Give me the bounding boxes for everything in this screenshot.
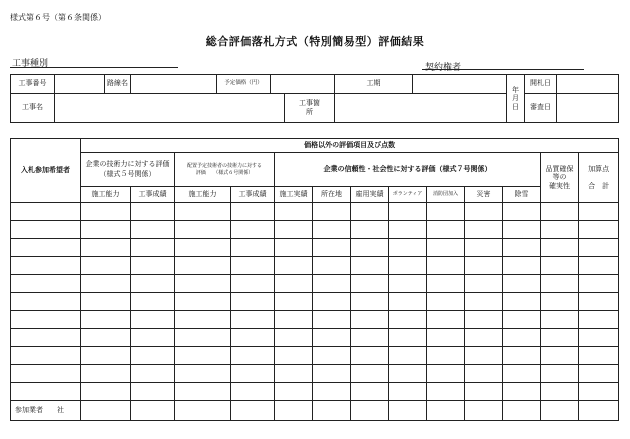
score-cell[interactable] — [541, 311, 579, 329]
engineer-capability-line2: 評価 （様式６号関係） — [195, 169, 254, 176]
score-cell[interactable] — [275, 293, 313, 311]
score-cell[interactable] — [351, 275, 389, 293]
score-cell[interactable] — [389, 329, 427, 347]
score-cell[interactable] — [275, 383, 313, 401]
footer-cell[interactable] — [541, 401, 579, 421]
score-cell[interactable] — [503, 383, 541, 401]
score-cell[interactable] — [541, 347, 579, 365]
score-cell[interactable] — [465, 293, 503, 311]
score-cell[interactable] — [579, 221, 619, 239]
score-cell[interactable] — [131, 221, 175, 239]
review-date-cell[interactable] — [557, 94, 619, 123]
score-cell[interactable] — [541, 383, 579, 401]
score-cell[interactable] — [131, 311, 175, 329]
table-row — [11, 383, 619, 401]
score-cell[interactable] — [503, 329, 541, 347]
score-cell[interactable] — [389, 221, 427, 239]
period-cell[interactable] — [413, 75, 507, 94]
score-cell[interactable] — [427, 365, 465, 383]
col-work-results: 工事成績 — [131, 187, 175, 203]
table-row — [11, 239, 619, 257]
score-cell[interactable] — [389, 239, 427, 257]
score-cell[interactable] — [131, 347, 175, 365]
score-cell[interactable] — [541, 221, 579, 239]
score-cell[interactable] — [541, 365, 579, 383]
engineer-capability-line1: 配置予定技術者の技術力に対する — [186, 162, 262, 169]
estimate-label: 予定価格（円） — [217, 75, 271, 94]
estimate-cell[interactable] — [271, 75, 335, 94]
score-cell[interactable] — [351, 347, 389, 365]
score-cell[interactable] — [231, 293, 275, 311]
score-cell[interactable] — [503, 221, 541, 239]
score-cell[interactable] — [427, 383, 465, 401]
col-snow: 除雪 — [503, 187, 541, 203]
location-cell[interactable] — [335, 94, 507, 123]
score-cell[interactable] — [579, 329, 619, 347]
score-cell[interactable] — [465, 221, 503, 239]
bidder-cell[interactable] — [11, 257, 81, 275]
score-cell[interactable] — [351, 293, 389, 311]
score-cell[interactable] — [81, 275, 131, 293]
engineer-capability-header — [175, 153, 275, 187]
score-cell[interactable] — [351, 221, 389, 239]
score-cell[interactable] — [503, 203, 541, 221]
table-row — [11, 203, 619, 221]
score-cell[interactable] — [175, 275, 231, 293]
footer-cell[interactable] — [389, 401, 427, 421]
score-cell[interactable] — [175, 347, 231, 365]
score-cell[interactable] — [231, 347, 275, 365]
score-cell[interactable] — [541, 257, 579, 275]
score-cell[interactable] — [231, 275, 275, 293]
score-cell[interactable] — [503, 275, 541, 293]
bidder-cell[interactable] — [11, 221, 81, 239]
score-cell[interactable] — [275, 329, 313, 347]
score-cell[interactable] — [465, 365, 503, 383]
bidder-cell[interactable] — [11, 311, 81, 329]
tech-capability-line2: （様式５号関係） — [99, 169, 156, 178]
score-cell[interactable] — [231, 221, 275, 239]
score-cell[interactable] — [579, 275, 619, 293]
score-cell[interactable] — [351, 383, 389, 401]
score-cell[interactable] — [541, 203, 579, 221]
score-cell[interactable] — [503, 239, 541, 257]
bidder-cell[interactable] — [11, 365, 81, 383]
table-row — [11, 365, 619, 383]
score-cell[interactable] — [131, 275, 175, 293]
score-cell[interactable] — [389, 275, 427, 293]
score-cell[interactable] — [175, 383, 231, 401]
score-cell[interactable] — [465, 311, 503, 329]
score-cell[interactable] — [427, 293, 465, 311]
score-cell[interactable] — [465, 347, 503, 365]
score-cell[interactable] — [81, 221, 131, 239]
score-cell[interactable] — [427, 203, 465, 221]
score-cell[interactable] — [389, 203, 427, 221]
score-cell[interactable] — [503, 311, 541, 329]
ymd-day: 日 — [512, 102, 519, 111]
score-cell[interactable] — [275, 203, 313, 221]
score-cell[interactable] — [351, 329, 389, 347]
score-cell[interactable] — [465, 329, 503, 347]
score-cell[interactable] — [313, 347, 351, 365]
score-cell[interactable] — [351, 239, 389, 257]
score-cell[interactable] — [175, 221, 231, 239]
footer-cell[interactable] — [175, 401, 231, 421]
table-row — [11, 221, 619, 239]
quality-line1: 品質確保 — [545, 165, 574, 174]
location-label — [285, 94, 335, 123]
score-cell[interactable] — [275, 365, 313, 383]
score-cell[interactable] — [427, 239, 465, 257]
score-cell[interactable] — [541, 329, 579, 347]
score-cell[interactable] — [427, 257, 465, 275]
quality-header — [541, 153, 579, 203]
score-cell[interactable] — [81, 293, 131, 311]
work-no-label: 工事番号 — [11, 75, 55, 94]
score-cell[interactable] — [275, 257, 313, 275]
participants-footer: 参加業者 社 — [11, 401, 81, 421]
score-cell[interactable] — [503, 365, 541, 383]
score-cell[interactable] — [427, 347, 465, 365]
score-cell[interactable] — [231, 203, 275, 221]
score-cell[interactable] — [81, 347, 131, 365]
score-cell[interactable] — [313, 365, 351, 383]
col-construct-ability: 施工能力 — [81, 187, 131, 203]
score-cell[interactable] — [389, 365, 427, 383]
ymd-year: 年 — [512, 86, 519, 95]
contractor-label: 契約権者 — [425, 63, 462, 73]
score-cell[interactable] — [131, 257, 175, 275]
ymd-month: 月 — [512, 94, 519, 103]
score-cell[interactable] — [175, 293, 231, 311]
work-no-cell[interactable] — [55, 75, 105, 94]
score-cell[interactable] — [81, 239, 131, 257]
score-cell[interactable] — [231, 239, 275, 257]
score-cell[interactable] — [313, 257, 351, 275]
score-cell[interactable] — [465, 239, 503, 257]
score-cell[interactable] — [579, 383, 619, 401]
col-construct-ability-2: 施工能力 — [175, 187, 231, 203]
score-cell[interactable] — [351, 203, 389, 221]
score-cell[interactable] — [503, 293, 541, 311]
col-construct-record: 施工実績 — [275, 187, 313, 203]
quality-line3: 確実性 — [549, 181, 570, 190]
contractor-line[interactable] — [422, 69, 584, 70]
score-cell[interactable] — [275, 275, 313, 293]
score-cell[interactable] — [231, 257, 275, 275]
score-cell[interactable] — [275, 239, 313, 257]
table-row — [11, 257, 619, 275]
added-points-header — [579, 153, 619, 203]
score-cell[interactable] — [389, 383, 427, 401]
form-number: 様式第６号（第６条関係） — [10, 13, 106, 22]
score-cell[interactable] — [313, 275, 351, 293]
footer-cell[interactable] — [313, 401, 351, 421]
footer-cell[interactable] — [275, 401, 313, 421]
non-price-items-header: 価格以外の評価項目及び点数 — [81, 139, 619, 153]
location-label-2: 所 — [306, 108, 313, 116]
score-cell[interactable] — [427, 329, 465, 347]
bidder-cell[interactable] — [11, 275, 81, 293]
footer-cell[interactable] — [131, 401, 175, 421]
reliability-header: 企業の信頼性・社会性に対する評価（様式７号関係） — [275, 153, 541, 187]
score-cell[interactable] — [313, 239, 351, 257]
score-cell[interactable] — [503, 257, 541, 275]
score-cell[interactable] — [131, 329, 175, 347]
score-cell[interactable] — [313, 203, 351, 221]
score-cell[interactable] — [351, 311, 389, 329]
score-cell[interactable] — [579, 257, 619, 275]
bidder-cell[interactable] — [11, 203, 81, 221]
score-cell[interactable] — [81, 311, 131, 329]
bidder-cell[interactable] — [11, 239, 81, 257]
score-cell[interactable] — [351, 365, 389, 383]
score-cell[interactable] — [81, 383, 131, 401]
score-cell[interactable] — [579, 203, 619, 221]
work-kind-label: 工事種別 — [12, 59, 49, 69]
score-cell[interactable] — [313, 329, 351, 347]
score-cell[interactable] — [81, 257, 131, 275]
score-cell[interactable] — [579, 365, 619, 383]
work-name-cell[interactable] — [55, 94, 285, 123]
score-cell[interactable] — [131, 383, 175, 401]
tech-capability-line1: 企業の技術力に対する評価 — [85, 160, 170, 169]
score-cell[interactable] — [313, 293, 351, 311]
bidder-cell[interactable] — [11, 347, 81, 365]
location-label-1: 工事箇 — [299, 98, 320, 107]
score-cell[interactable] — [313, 221, 351, 239]
opening-date-label: 開札日 — [525, 75, 557, 94]
footer-cell[interactable] — [465, 401, 503, 421]
score-cell[interactable] — [175, 239, 231, 257]
score-cell[interactable] — [131, 293, 175, 311]
score-cell[interactable] — [579, 311, 619, 329]
score-cell[interactable] — [81, 329, 131, 347]
score-cell[interactable] — [81, 203, 131, 221]
added-line2: 合 計 — [588, 181, 610, 190]
footer-cell[interactable] — [81, 401, 131, 421]
table-row — [11, 293, 619, 311]
score-cell[interactable] — [175, 257, 231, 275]
score-cell[interactable] — [275, 221, 313, 239]
tech-capability-header — [81, 153, 175, 187]
bidder-cell[interactable] — [11, 293, 81, 311]
col-work-results-2: 工事成績 — [231, 187, 275, 203]
score-cell[interactable] — [465, 203, 503, 221]
footer-cell[interactable] — [231, 401, 275, 421]
review-date-label: 審査日 — [525, 94, 557, 123]
score-cell[interactable] — [175, 329, 231, 347]
score-cell[interactable] — [465, 257, 503, 275]
score-cell[interactable] — [465, 275, 503, 293]
work-name-label: 工事名 — [11, 94, 55, 123]
bidder-cell[interactable] — [11, 329, 81, 347]
bidder-header: 入札参加希望者 — [11, 139, 81, 203]
score-cell[interactable] — [465, 383, 503, 401]
score-cell[interactable] — [427, 275, 465, 293]
quality-line2: 等の — [552, 173, 567, 182]
score-cell[interactable] — [579, 347, 619, 365]
score-cell[interactable] — [389, 347, 427, 365]
ymd-label — [507, 75, 525, 123]
table-row — [11, 311, 619, 329]
score-cell[interactable] — [579, 239, 619, 257]
score-cell[interactable] — [389, 293, 427, 311]
score-cell[interactable] — [579, 293, 619, 311]
score-cell[interactable] — [131, 239, 175, 257]
score-cell[interactable] — [351, 257, 389, 275]
table-row — [11, 275, 619, 293]
score-cell[interactable] — [231, 311, 275, 329]
score-cell[interactable] — [231, 329, 275, 347]
footer-cell[interactable] — [427, 401, 465, 421]
score-cell[interactable] — [427, 311, 465, 329]
col-volunteer: ボランティア — [389, 187, 427, 203]
footer-cell[interactable] — [351, 401, 389, 421]
score-cell[interactable] — [231, 365, 275, 383]
period-label: 工期 — [335, 75, 413, 94]
score-cell[interactable] — [313, 383, 351, 401]
work-kind-line[interactable] — [10, 67, 178, 68]
table-row — [11, 347, 619, 365]
bidder-cell[interactable] — [11, 383, 81, 401]
score-cell[interactable] — [275, 347, 313, 365]
score-cell[interactable] — [503, 347, 541, 365]
score-cell[interactable] — [541, 275, 579, 293]
evaluation-table — [10, 138, 619, 421]
score-cell[interactable] — [427, 221, 465, 239]
page-title: 総合評価落札方式（特別簡易型）評価結果 — [205, 35, 425, 48]
score-cell[interactable] — [231, 383, 275, 401]
col-employment: 雇用実績 — [351, 187, 389, 203]
added-line1: 加算点 — [588, 165, 610, 174]
score-cell[interactable] — [275, 311, 313, 329]
table-row — [11, 329, 619, 347]
score-cell[interactable] — [81, 365, 131, 383]
score-cell[interactable] — [541, 239, 579, 257]
col-disaster: 災害 — [465, 187, 503, 203]
score-cell[interactable] — [313, 311, 351, 329]
score-cell[interactable] — [389, 311, 427, 329]
route-cell[interactable] — [131, 75, 217, 94]
footer-cell[interactable] — [503, 401, 541, 421]
score-cell[interactable] — [541, 293, 579, 311]
score-cell[interactable] — [175, 365, 231, 383]
opening-date-cell[interactable] — [557, 75, 619, 94]
score-cell[interactable] — [175, 203, 231, 221]
score-cell[interactable] — [389, 257, 427, 275]
score-cell[interactable] — [131, 203, 175, 221]
footer-cell[interactable] — [579, 401, 619, 421]
col-location: 所在地 — [313, 187, 351, 203]
score-cell[interactable] — [175, 311, 231, 329]
col-fire-brigade: 消防団加入 — [427, 187, 465, 203]
evaluation-rows — [11, 203, 619, 401]
route-label: 路線名 — [105, 75, 131, 94]
work-info-table — [10, 74, 619, 123]
score-cell[interactable] — [131, 365, 175, 383]
